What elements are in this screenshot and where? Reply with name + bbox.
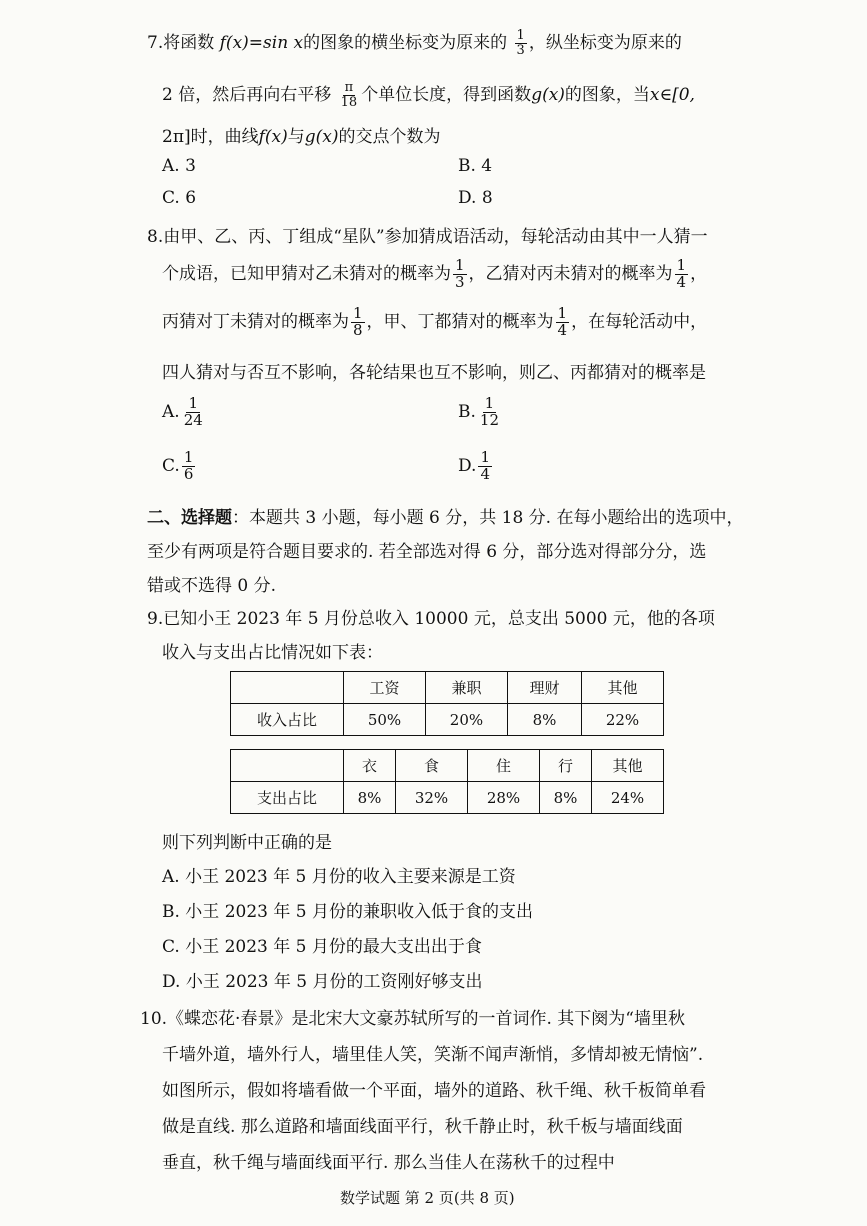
q8-line-2: 个成语，已知甲猜对乙未猜对的概率为 $\frac{1}{3}$ ，乙猜对丙未猜对的概率为 $\frac{1}{4}$ ， bbox=[162, 256, 708, 291]
q8-option-c[interactable]: C. $\frac{1}{6}$ bbox=[162, 448, 194, 483]
q9-option-b[interactable]: B. 小王 2023 年 5 月份的兼职收入低于食的支出 bbox=[162, 902, 533, 922]
table-cell: 28% bbox=[467, 782, 539, 814]
table-cell: 50% bbox=[344, 704, 426, 736]
q10-line-5: 垂直，秋千绳与墙面线面平行. 那么当佳人在荡秋千的过程中 bbox=[162, 1153, 615, 1173]
function-g: g(x) bbox=[531, 85, 565, 105]
table-header: 其他 bbox=[582, 672, 664, 704]
table-header: 住 bbox=[467, 750, 539, 782]
table-cell: 24% bbox=[591, 782, 663, 814]
table-row bbox=[231, 750, 664, 782]
function-f: f(x)=sin x bbox=[219, 33, 304, 53]
q10-line-4: 做是直线. 那么道路和墙面线面平行，秋千静止时，秋千板与墙面线面 bbox=[162, 1117, 683, 1137]
expense-table bbox=[230, 749, 664, 814]
page-footer: 数学试题 第 2 页(共 8 页) bbox=[340, 1189, 515, 1207]
q10-number: 10. bbox=[140, 1009, 168, 1029]
income-table bbox=[230, 671, 664, 736]
q10-line-2: 千墙外道，墙外行人，墙里佳人笑，笑渐不闻声渐悄，多情却被无情恼”. bbox=[162, 1045, 704, 1065]
q10-line-1: 10.《蝶恋花·春景》是北宋大文豪苏轼所写的一首词作. 其下阕为“墙里秋 bbox=[140, 1009, 685, 1029]
fraction-1-4: $\frac{1}{4}$ bbox=[676, 256, 687, 291]
table-row bbox=[231, 672, 664, 704]
q7-line-2: 2 倍，然后再向右平移 $\frac{\pi}{18}$ 个单位长度，得到函数g(x)的图象，当x∈[0, bbox=[162, 80, 695, 110]
section-2-line-2: 至少有两项是符合题目要求的. 若全部选对得 6 分，部分选对得部分分，选 bbox=[147, 542, 707, 562]
fraction-1-8: $\frac{1}{8}$ bbox=[353, 304, 363, 339]
table-cell bbox=[231, 672, 344, 704]
fraction-1-3: $\frac{1}{3}$ bbox=[455, 256, 465, 291]
table-cell: 8% bbox=[539, 782, 591, 814]
section-2-line-3: 错或不选得 0 分. bbox=[147, 576, 277, 596]
table-header: 其他 bbox=[591, 750, 663, 782]
table-row bbox=[231, 782, 664, 814]
q9-number: 9. bbox=[147, 609, 164, 629]
table-cell: 20% bbox=[425, 704, 507, 736]
q7-option-d[interactable]: D. 8 bbox=[458, 188, 493, 208]
section-2-line-1: 二、选择题：本题共 3 小题，每小题 6 分，共 18 分. 在每小题给出的选项中， bbox=[147, 508, 744, 528]
q9-option-a[interactable]: A. 小王 2023 年 5 月份的收入主要来源是工资 bbox=[162, 867, 516, 887]
table-header: 行 bbox=[539, 750, 591, 782]
table-header: 工资 bbox=[344, 672, 426, 704]
q8-line-1: 8.由甲、乙、丙、丁组成“星队”参加猜成语活动，每轮活动由其中一人猜一 bbox=[147, 227, 708, 247]
q7-number: 7. bbox=[147, 33, 164, 53]
q7-option-a[interactable]: A. 3 bbox=[162, 156, 196, 176]
q8-number: 8. bbox=[147, 227, 164, 247]
table-header: 兼职 bbox=[425, 672, 507, 704]
section-2-title: 二、选择题 bbox=[147, 508, 232, 528]
q9-option-d[interactable]: D. 小王 2023 年 5 月份的工资刚好够支出 bbox=[162, 972, 483, 992]
q9-prompt: 则下列判断中正确的是 bbox=[162, 833, 332, 853]
q7-option-c[interactable]: C. 6 bbox=[162, 188, 197, 208]
q8-option-d[interactable]: D. $\frac{1}{4}$ bbox=[458, 448, 490, 483]
fraction-1-3: $\frac{1}{3}$ bbox=[516, 28, 525, 58]
q8-option-b[interactable]: B. $\frac{1}{12}$ bbox=[458, 394, 499, 429]
q7-line-1: 7.将函数 f(x)=sin x的图象的横坐标变为原来的 $\frac{1}{3}$ ，纵坐标变为原来的 bbox=[147, 28, 682, 58]
fraction-1-4: $\frac{1}{4}$ bbox=[557, 304, 568, 339]
table-cell: 32% bbox=[395, 782, 467, 814]
table-cell: 8% bbox=[507, 704, 581, 736]
table-cell: 22% bbox=[582, 704, 664, 736]
q9-line-2: 收入与支出占比情况如下表： bbox=[162, 643, 383, 663]
domain-condition: x∈[0, bbox=[649, 85, 695, 105]
fraction-pi-18: $\frac{\pi}{18}$ bbox=[340, 80, 358, 110]
table-header: 食 bbox=[395, 750, 467, 782]
table-header: 衣 bbox=[344, 750, 396, 782]
q8-line-4: 四人猜对与否互不影响，各轮结果也互不影响，则乙、丙都猜对的概率是 bbox=[162, 363, 706, 383]
q8-line-3: 丙猜对丁未猜对的概率为 $\frac{1}{8}$ ，甲、丁都猜对的概率为 $\frac{1}{4}$ ，在每轮活动中， bbox=[162, 304, 708, 339]
table-cell: 8% bbox=[344, 782, 396, 814]
q8-option-a[interactable]: A. $\frac{1}{24}$ bbox=[162, 394, 203, 429]
q7-option-b[interactable]: B. 4 bbox=[458, 156, 493, 176]
table-header: 理财 bbox=[507, 672, 581, 704]
row-label: 收入占比 bbox=[231, 704, 344, 736]
table-row bbox=[231, 704, 664, 736]
q9-line-1: 9.已知小王 2023 年 5 月份总收入 10000 元，总支出 5000 元，他的各项 bbox=[147, 609, 715, 629]
table-cell bbox=[231, 750, 344, 782]
q9-option-c[interactable]: C. 小王 2023 年 5 月份的最大支出出于食 bbox=[162, 937, 482, 957]
q7-line-3: 2π]时，曲线f(x)与g(x)的交点个数为 bbox=[162, 127, 441, 147]
q10-line-3: 如图所示，假如将墙看做一个平面，墙外的道路、秋千绳、秋千板简单看 bbox=[162, 1081, 706, 1101]
row-label: 支出占比 bbox=[231, 782, 344, 814]
